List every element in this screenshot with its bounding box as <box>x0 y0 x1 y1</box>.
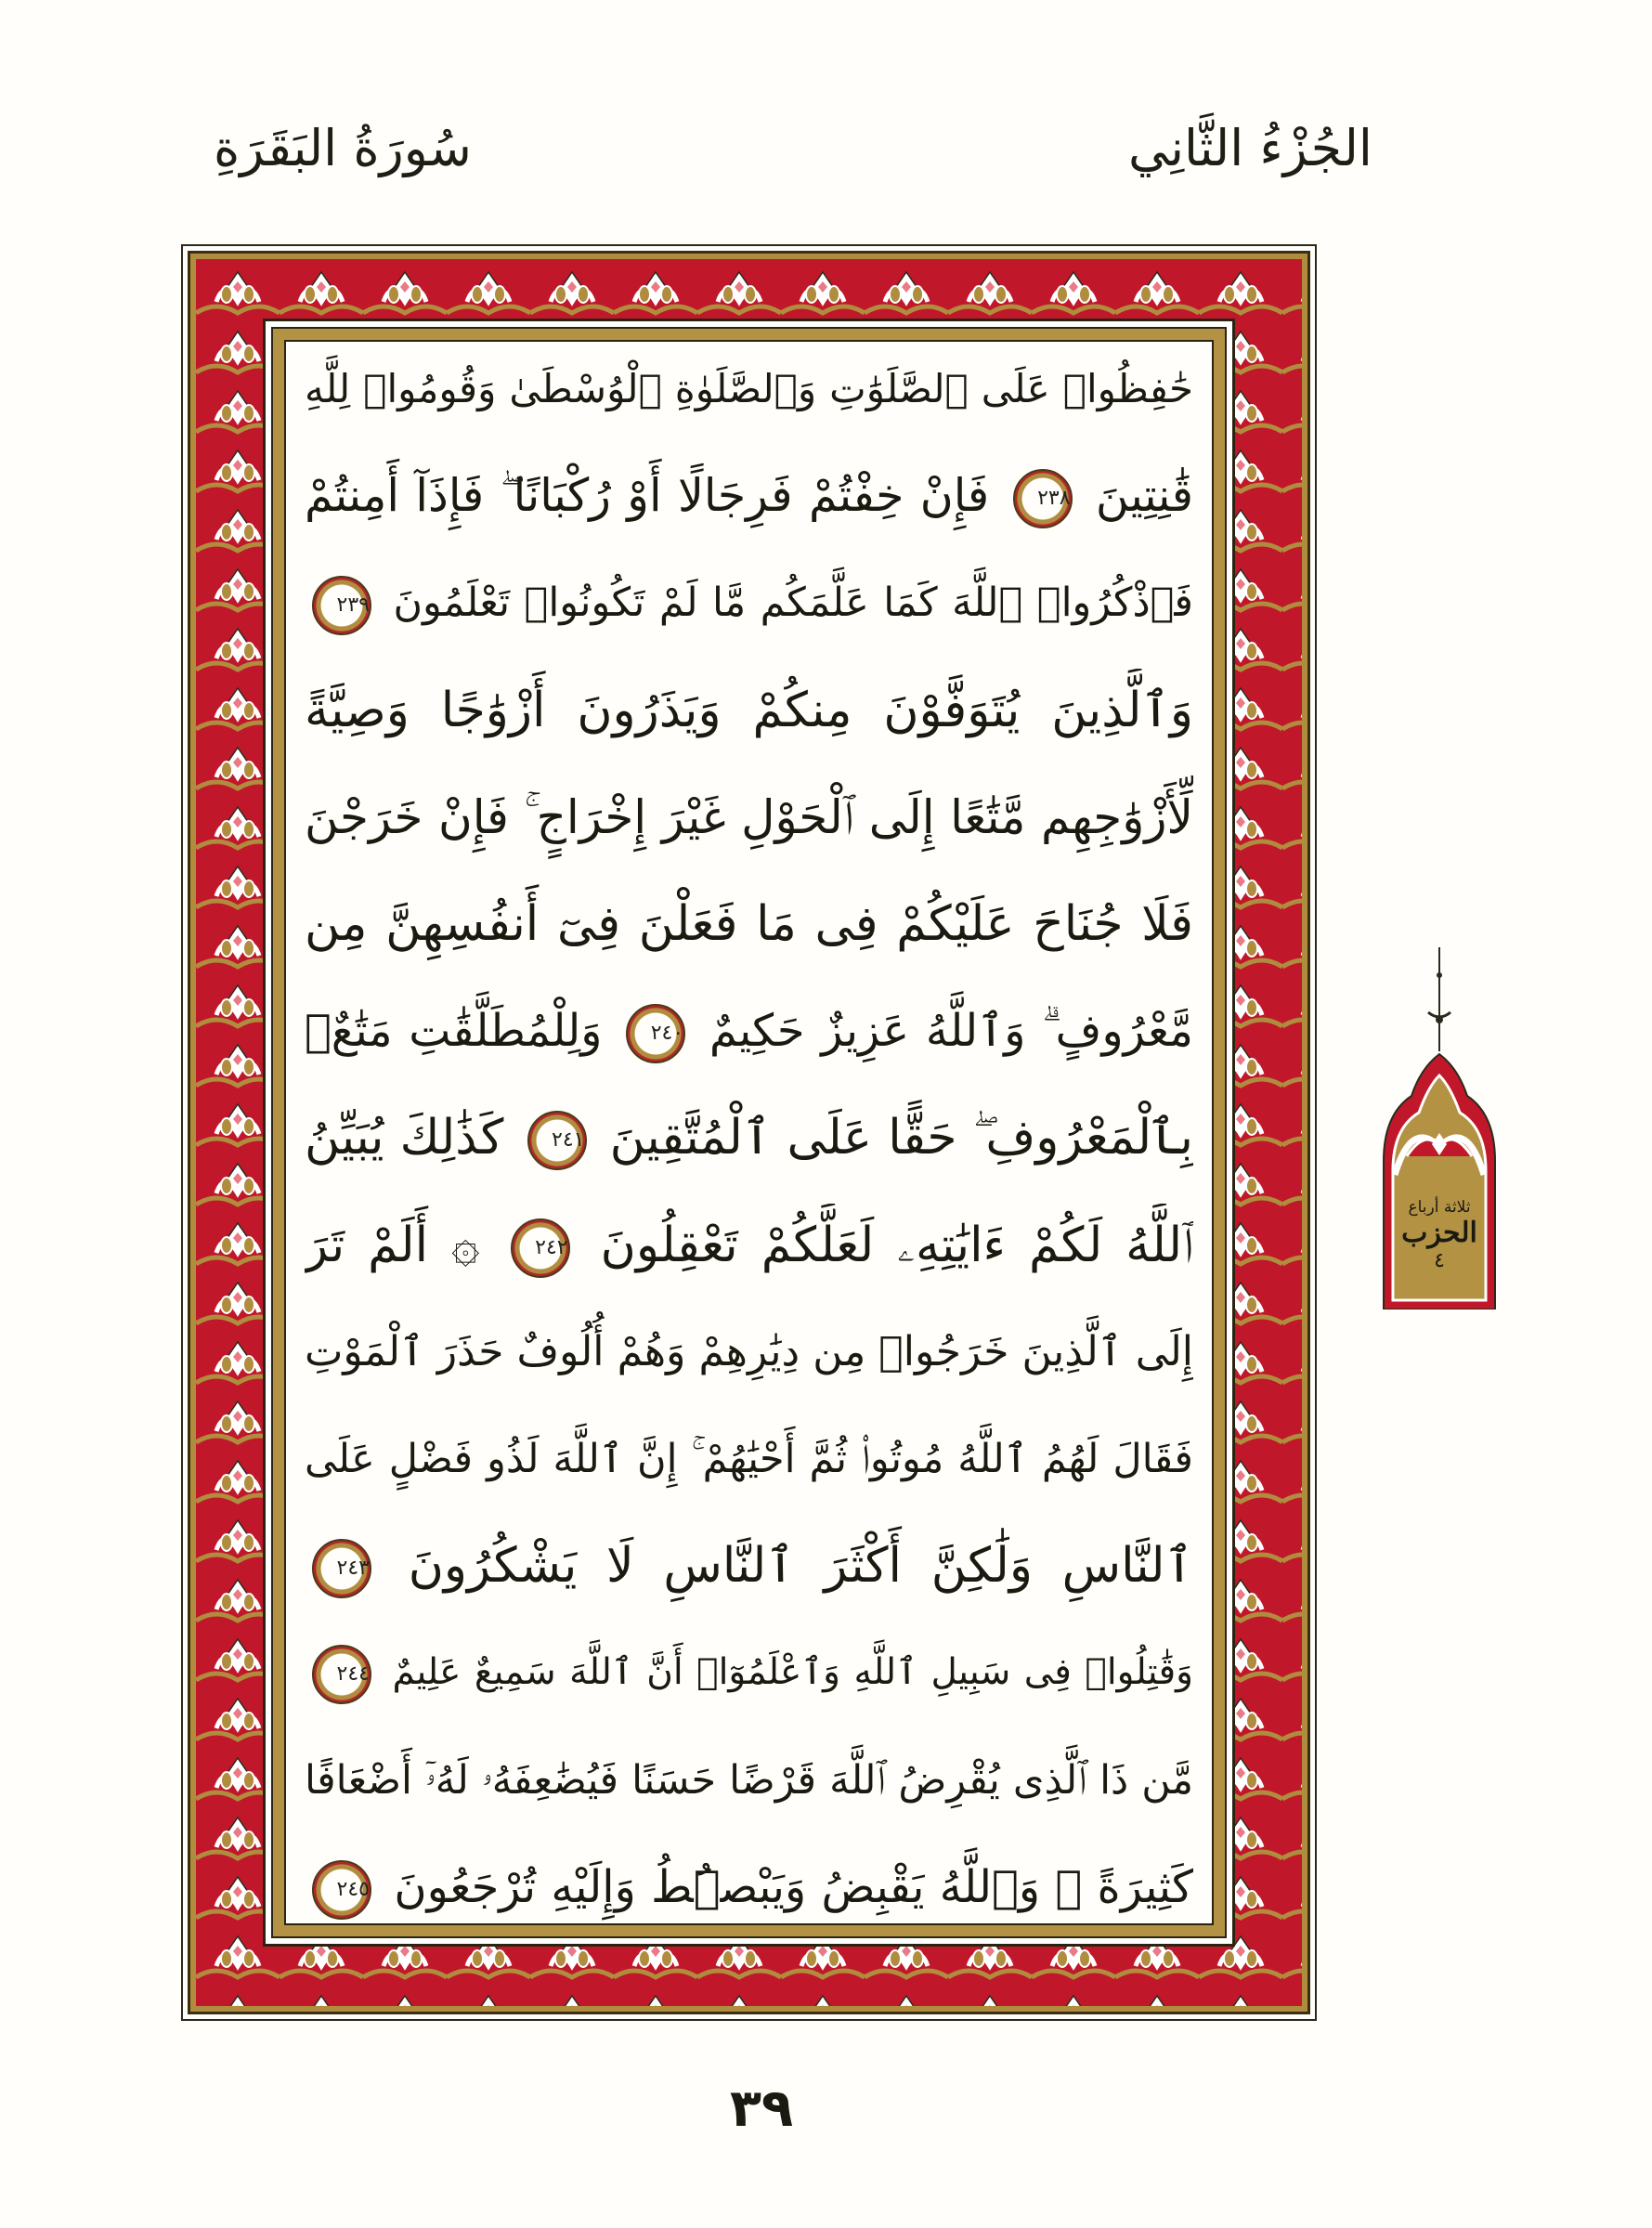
text-line <box>305 1739 1193 1822</box>
inner-white-rule <box>263 319 1235 1947</box>
verse-text: فَقَالَ لَهُمُ ٱللَّهُ مُوتُوا۟ ثُمَّ أَحْيَٰهُمْ ۚ إِنَّ ٱللَّهَ لَذُو فَضْلٍ عَلَى <box>305 1436 1193 1482</box>
ayah-number-marker: ٢٣٩ <box>312 576 371 635</box>
ayah-number-marker: ٢٤٣ <box>312 1539 371 1598</box>
surah-name-header: سُورَةُ البَقَرَةِ <box>214 119 472 177</box>
ayah-number-marker: ٢٤٥ <box>312 1860 371 1920</box>
text-line <box>305 1524 1193 1608</box>
text-line <box>305 454 1193 538</box>
verse-text: مَّن ذَا ٱلَّذِى يُقْرِضُ ٱللَّهَ قَرْضًا حَسَنًا فَيُضَٰعِفَهُۥ لَهُۥٓ أَضْعَافًا <box>305 1756 1193 1804</box>
verse-text: بِٱلْمَعْرُوفِ ۖ حَقًّا عَلَى ٱلْمُتَّقِينَ <box>609 1110 1193 1166</box>
text-line <box>305 1204 1193 1287</box>
verse-text: وَٱلَّذِينَ يُتَوَفَّوْنَ مِنكُمْ وَيَذَرُونَ أَزْوَٰجًا وَصِيَّةً <box>305 682 1193 738</box>
ayah-number-marker: ٢٤١ <box>527 1111 587 1170</box>
text-line <box>305 1096 1193 1179</box>
verse-text: إِلَى ٱلَّذِينَ خَرَجُوا۟ مِن دِيَٰرِهِمْ وَهُمْ أُلُوفٌ حَذَرَ ٱلْمَوْتِ <box>305 1327 1193 1375</box>
text-line <box>305 775 1193 859</box>
verse-text: ۞ أَلَمْ تَرَ <box>305 1217 480 1273</box>
text-line <box>305 1845 1193 1929</box>
verse-text: فَإِنْ خِفْتُمْ فَرِجَالًا أَوْ رُكْبَانًا ۖ فَإِذَآ أَمِنتُمْ <box>305 469 990 523</box>
verse-text: قَٰنِتِينَ <box>1095 469 1193 523</box>
text-line <box>305 347 1193 431</box>
verse-text: وَقَٰتِلُوا۟ فِى سَبِيلِ ٱللَّهِ وَٱعْلَمُوٓا۟ أَنَّ ٱللَّهَ سَمِيعٌ عَلِيمٌ <box>392 1651 1193 1694</box>
verse-text: حَٰفِظُوا۟ عَلَى ٱلصَّلَوَٰتِ وَٱلصَّلَوٰةِ ٱلْوُسْطَىٰ وَقُومُوا۟ لِلَّهِ <box>305 366 1193 411</box>
text-line <box>305 882 1193 966</box>
ornamental-frame <box>190 254 1307 2012</box>
page-number: ٣٩ <box>729 2078 794 2139</box>
verse-text: كَثِيرَةً ۚ وَٱللَّهُ يَقْبِضُ وَيَبْصُۜطُ وَإِلَيْهِ تُرْجَعُونَ <box>394 1860 1193 1913</box>
hizb-label <box>1390 1198 1489 1272</box>
verse-text: كَذَٰلِكَ يُبَيِّنُ <box>305 1110 504 1166</box>
ayah-number-marker: ٢٣٨ <box>1013 469 1073 528</box>
text-line <box>305 1631 1193 1714</box>
verse-text: لِّأَزْوَٰجِهِم مَّتَٰعًا إِلَى ٱلْحَوْلِ غَيْرَ إِخْرَاجٍ ۚ فَإِنْ خَرَجْنَ <box>305 789 1193 844</box>
ayah-number-marker: ٢٤٢ <box>511 1218 570 1278</box>
juz-name-header: الجُزْءُ الثَّانِي <box>1128 119 1372 177</box>
text-line <box>305 561 1193 645</box>
hizb-quarter-label: ثلاثة أرباع <box>1408 1198 1471 1217</box>
verse-text: ٱلنَّاسِ وَلَٰكِنَّ أَكْثَرَ ٱلنَّاسِ لَا يَشْكُرُونَ <box>408 1538 1193 1595</box>
verse-text: وَلِلْمُطَلَّقَٰتِ مَتَٰعٌۢ <box>305 1005 603 1058</box>
hizb-word: الحزب <box>1401 1217 1477 1249</box>
inner-gold-rule <box>271 327 1227 1938</box>
text-line <box>305 1417 1193 1501</box>
verse-text: فَلَا جُنَاحَ عَلَيْكُمْ فِى مَا فَعَلْنَ فِىٓ أَنفُسِهِنَّ مِن <box>305 896 1193 952</box>
ayah-number-marker: ٢٤٠ <box>626 1004 685 1063</box>
verse-text: ٱللَّهُ لَكُمْ ءَايَٰتِهِۦ لَعَلَّكُمْ تَعْقِلُونَ <box>600 1217 1193 1273</box>
text-panel <box>284 340 1214 1925</box>
hizb-number: ٤ <box>1434 1249 1445 1272</box>
text-line <box>305 989 1193 1073</box>
verse-text: مَّعْرُوفٍ ۗ وَٱللَّهُ عَزِيزٌ حَكِيمٌ <box>709 1005 1193 1058</box>
text-line <box>305 669 1193 752</box>
ayah-number-marker: ٢٤٤ <box>312 1645 371 1704</box>
verse-text: فَٱذْكُرُوا۟ ٱللَّهَ كَمَا عَلَّمَكُم مَّا لَمْ تَكُونُوا۟ تَعْلَمُونَ <box>393 580 1193 627</box>
text-line <box>305 1310 1193 1394</box>
